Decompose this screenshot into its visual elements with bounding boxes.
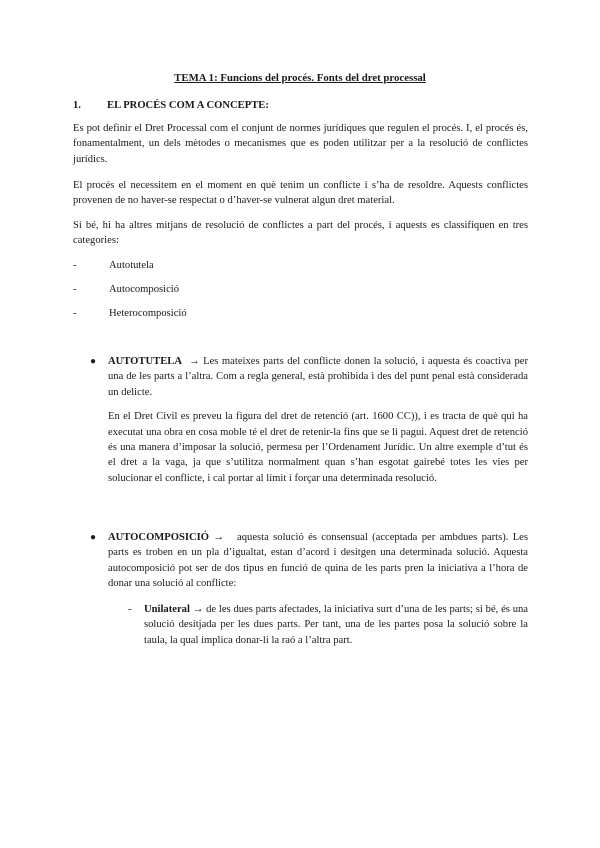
list-marker: - bbox=[73, 308, 77, 319]
list-item bbox=[73, 306, 187, 321]
list-item-text: Heterocomposició bbox=[109, 308, 187, 319]
sub-item-content bbox=[144, 602, 528, 648]
list-marker: - bbox=[128, 604, 132, 615]
autotutela-paragraph bbox=[108, 354, 528, 400]
section-heading-text: EL PROCÉS COM A CONCEPTE: bbox=[107, 100, 269, 111]
autotutela-block bbox=[90, 354, 528, 486]
unilateral-text: de les dues parts afectades, la iniciativa surt d’una de les parts; si bé, és una solució desitjada per les dues parts. Per tant, una de les partes posa la solució sobre la taula, la qual implica donar-li la raó a l’altra part. bbox=[144, 604, 528, 646]
list-marker: - bbox=[73, 284, 77, 295]
arrow-icon: → bbox=[192, 604, 204, 615]
autocomposicio-paragraph bbox=[108, 530, 528, 592]
unilateral-term: Unilateral bbox=[144, 604, 190, 615]
bullet-icon: ● bbox=[90, 532, 97, 543]
autocomposicio-term: AUTOCOMPOSICIÓ bbox=[108, 532, 210, 543]
bullet-icon: ● bbox=[90, 356, 97, 367]
autocomposicio-block bbox=[90, 530, 528, 592]
list-item bbox=[73, 282, 179, 297]
section-number: 1. bbox=[73, 100, 81, 111]
arrow-icon: → bbox=[189, 356, 200, 367]
sub-list-item bbox=[108, 602, 528, 648]
paragraph-conflict: El procés el necessitem en el moment en què tenim un conflicte i s’ha de resoldre. Aquests conflictes provenen de no haver-se respectat o d’haver-se vulnerat algun dret material. bbox=[73, 180, 528, 207]
arrow-icon: → bbox=[213, 532, 224, 543]
section-heading bbox=[73, 98, 269, 113]
document-title: TEMA 1: Funcions del procés. Fonts del dret processal bbox=[174, 72, 426, 84]
autotutela-text: Les mateixes parts del conflicte donen la solució, i aquesta és coactiva per una de les parts a l’altra. Com a regla general, està prohibida i des del punt penal està considerada un delicte. bbox=[108, 356, 528, 398]
autocomposicio-text: aquesta solució és consensual (acceptada per ambdues parts). Les parts es troben en un pla d’igualtat, estan d’acord i desitgen una determinada solució. Aquesta autocomposició pot ser de dos tipus en funció de quina de les parts pren la iniciativa a l’hora de donar una solució al conflicte: bbox=[108, 532, 529, 590]
list-marker: - bbox=[73, 260, 77, 271]
list-item-text: Autocomposició bbox=[109, 284, 180, 295]
paragraph-definition: Es pot definir el Dret Processal com el conjunt de normes jurídiques que regulen el procés. I, el procés és, fonamentalment, un dels mètodes o mecanismes que es poden utilitzar per a la resolució de conflictes jurídics. bbox=[73, 123, 528, 165]
autotutela-paragraph-2: En el Dret Civil es preveu la figura del dret de retenció (art. 1600 CC)), i es tracta de què qui ha executat una obra en cosa moble té el dret de retenir-la fins que se li pagui. Aquest dret de retenció és una manera d’imposar la solució, permesa per l’Ordenament Jurídic. Un altre exemple d’tut és el dret a la vaga, ja que s’utilitza normalment quan s’han esgotat gairebé totes les vies per solucionar el conflicte, i cal portar al límit i forçar una determinada resolució. bbox=[108, 411, 528, 484]
paragraph-categories: Si bé, hi ha altres mitjans de resolució de conflictes a part del procés, i aquests es classifiquen en tres categories: bbox=[73, 220, 528, 247]
autotutela-term: AUTOTUTELA bbox=[108, 356, 182, 367]
list-item bbox=[73, 258, 154, 273]
list-item-text: Autotutela bbox=[109, 260, 154, 271]
